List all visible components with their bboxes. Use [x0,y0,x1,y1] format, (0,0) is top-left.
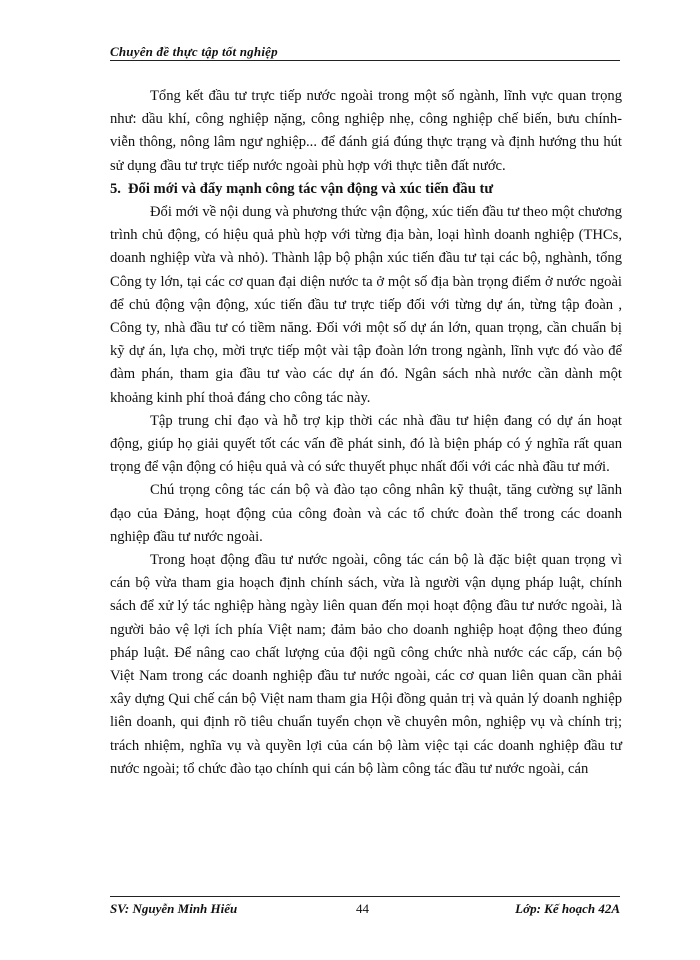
paragraph: Đổi mới về nội dung và phương thức vận động, xúc tiến đầu tư theo một chương trình chủ động, có hiệu quả phù hợp với từng địa bàn, loại hình doanh nghiệp (THCs, doanh nghiệp vừa và nhỏ). Thành lập bộ phận xúc tiến đầu tư tại các bộ, nghành, tổng Công ty lớn, tại các cơ quan đại diện nước ta ở một số địa bàn trọng điểm ở nước ngoài để chủ động vận động, xúc tiến đầu tư trực tiếp đối với từng dự án, từng tập đoàn , Công ty, nhà đầu tư có tiềm năng. Đối với một số dự án lớn, quan trọng, cần chuẩn bị kỹ dự án, lựa chọ, mời trực tiếp một vài tập đoàn lớn trong ngành, lĩnh vực đó vào để đàm phán, tham gia đầu tư vào các dự án đó. Ngân sách nhà nước cần dành một khoảng kinh phí thoả đáng cho công tác này. [110,204,622,406]
page-number: 44 [356,901,369,916]
section-number: 5. [110,180,121,197]
section-heading [110,178,622,201]
footer-class: Lớp: Kế hoạch 42A [515,901,620,916]
paragraph: Tổng kết đầu tư trực tiếp nước ngoài trong một số ngành, lĩnh vực quan trọng như: dầu khí, công nghiệp nặng, công nghiệp nhẹ, công nghiệp chế biến, bưu chính- viễn thông, nông lâm ngư nghiệp... để đánh giá đúng thực trạng và định hướng thu hút sử dụng đầu tư trực tiếp nước ngoài phù hợp với thực tiễn đất nước. [110,88,622,174]
paragraph: Tập trung chỉ đạo và hỗ trợ kịp thời các nhà đầu tư hiện đang có dự án hoạt động, giúp họ giải quyết tốt các vấn đề phát sinh, đó là biện pháp có ý nghĩa rất quan trọng để vận động có hiệu quả và có sức thuyết phục nhất đối với các nhà đầu tư mới. [110,412,622,476]
section-heading-text: Đổi mới và đẩy mạnh công tác vận động và xúc tiến đầu tư [128,180,494,197]
paragraph: Chú trọng công tác cán bộ và đào tạo công nhân kỹ thuật, tăng cường sự lãnh đạo của Đảng, hoạt động của công đoàn và các tổ chức đoàn thể trong các doanh nghiệp đầu tư nước ngoài. [110,482,622,545]
page-footer [110,896,620,919]
document-body [110,85,622,781]
paragraph: Trong hoạt động đầu tư nước ngoài, công tác cán bộ là đặc biệt quan trọng vì cán bộ vừa tham gia hoạch định chính sách, vừa là người vận dụng pháp luật, chính sách để xử lý tác nghiệp hàng ngày liên quan đến mọi hoạt động đầu tư nước ngoài, là người bảo vệ lợi ích phía Việt nam; đảm bảo cho doanh nghiệp hoạt động theo đúng pháp luật. Để nâng cao chất lượng của đội ngũ công chức nhà nước các cấp, cán bộ Việt Nam trong các doanh nghiệp đầu tư nước ngoài, các cơ quan liên quan cần phải xây dựng Qui chế cán bộ Việt nam tham gia Hội đồng quản trị và quản lý doanh nghiệp liên doanh, qui định rõ tiêu chuẩn tuyển chọn về chuyên môn, nghiệp vụ và chính trị; trách nhiệm, nghĩa vụ và quyền lợi của cán bộ làm việc tại các doanh nghiệp đầu tư nước ngoài; tổ chức đào tạo chính qui cán bộ làm công tác đầu tư nước ngoài, cán [110,552,622,777]
header-title: Chuyên đề thực tập tốt nghiệp [110,44,278,59]
page-header [110,42,620,61]
footer-author: SV: Nguyễn Minh Hiếu [110,901,238,916]
